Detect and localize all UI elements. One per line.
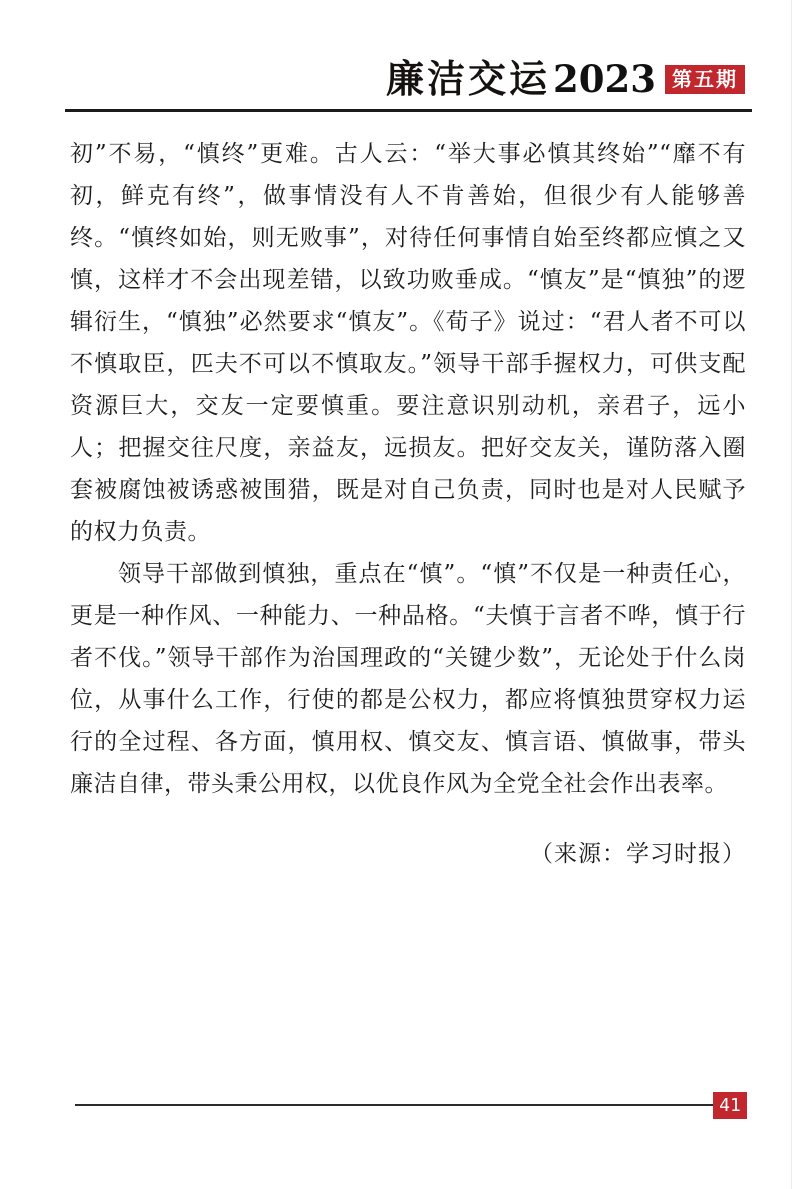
masthead	[386, 56, 745, 101]
footer-rule	[75, 1104, 713, 1106]
article-body	[70, 133, 746, 875]
page-number-badge: 41	[713, 1092, 747, 1119]
header-rule	[65, 109, 752, 112]
source-attribution: （来源：学习时报）	[530, 841, 746, 867]
masthead-year: 2023	[553, 56, 656, 101]
scan-edge-line	[791, 0, 792, 1189]
issue-badge: 第五期	[665, 65, 745, 94]
paragraph-2: 领导干部做到慎独，重点在“慎”。“慎”不仅是一种责任心，更是一种作风、一种能力、一种品格。“夫慎于言者不哗，慎于行者不伐。”领导干部作为治国理政的“关键少数”，无论处于什么岗位，从事什么工作，行使的都是公权力，都应将慎独贯穿权力运行的全过程、各方面，慎用权、慎交友、慎言语、慎做事，带头廉洁自律，带头秉公用权，以优良作风为全党全社会作出表率。	[70, 561, 746, 797]
masthead-title: 廉洁交运	[386, 56, 551, 101]
paragraph-1: 初”不易，“慎终”更难。古人云：“举大事必慎其终始”“靡不有初，鲜克有终”，做事情没有人不肯善始，但很少有人能够善终。“慎终如始，则无败事”，对待任何事情自始至终都应慎之又慎，这样才不会出现差错，以致功败垂成。“慎友”是“慎独”的逻辑衍生，“慎独”必然要求“慎友”。《荀子》说过：“君人者不可以不慎取臣，匹夫不可以不慎取友。”领导干部手握权力，可供支配资源巨大，交友一定要慎重。要注意识别动机，亲君子，远小人；把握交往尺度，亲益友，远损友。把好交友关，谨防落入圈套被腐蚀被诱惑被围猎，既是对自己负责，同时也是对人民赋予的权力负责。	[70, 141, 746, 545]
